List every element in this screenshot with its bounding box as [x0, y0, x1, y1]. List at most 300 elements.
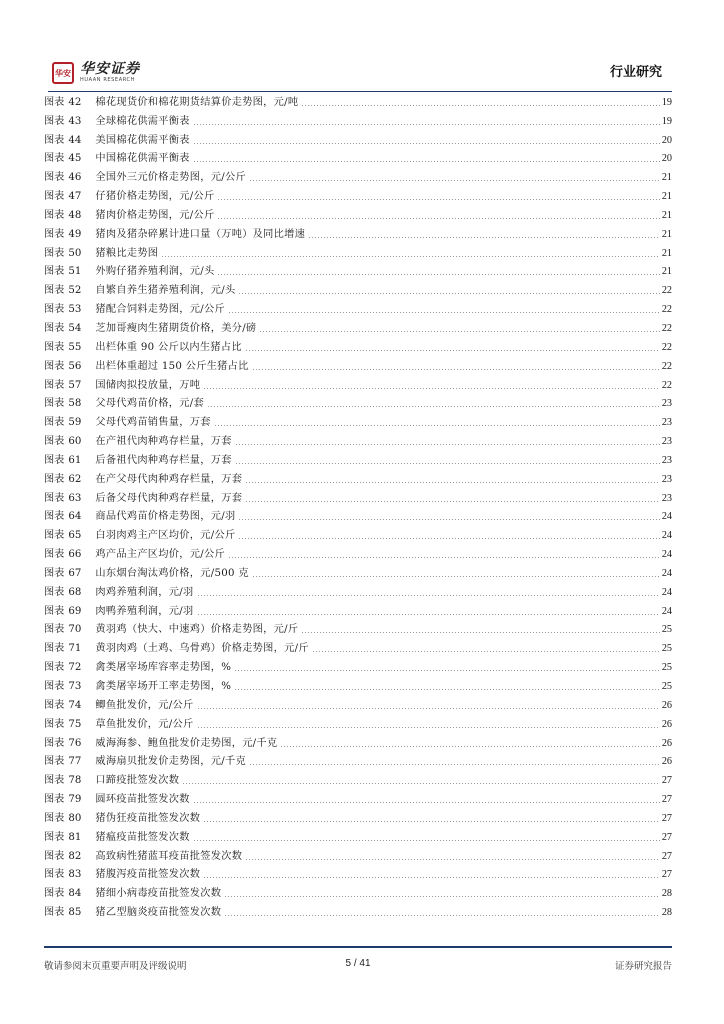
toc-entry-page: 22 [661, 341, 672, 353]
toc-entry-prefix: 图表 [44, 398, 65, 410]
toc-entry-prefix: 图表 [44, 888, 65, 900]
toc-leader-dots [217, 274, 659, 275]
toc-leader-dots [245, 501, 660, 502]
toc-entry-label [44, 605, 90, 618]
toc-entry-number: 80 [68, 812, 82, 824]
toc-entry-label [44, 397, 90, 410]
toc-entry-number: 43 [68, 115, 82, 127]
toc-entry-label [44, 699, 90, 712]
toc-entry-page: 20 [661, 134, 672, 146]
toc-entry[interactable] [44, 354, 672, 373]
toc-entry-label [44, 152, 90, 165]
toc-entry-title: 肉鸭养殖利润，元/羽 [95, 605, 194, 617]
toc-entry-prefix: 图表 [44, 624, 65, 636]
toc-entry[interactable] [44, 863, 672, 882]
toc-entry-title: 白羽肉鸡主产区均价，元/公斤 [95, 530, 236, 542]
toc-entry-number: 75 [68, 718, 82, 730]
toc-leader-dots [245, 482, 660, 483]
toc-entry-label [44, 906, 90, 919]
toc-entry-label [44, 284, 90, 297]
toc-entry-number: 53 [68, 304, 82, 316]
toc-entry-title: 口蹄疫批签发次数 [95, 775, 180, 787]
toc-leader-dots [228, 312, 660, 313]
toc-entry-title: 肉鸡养殖利润，元/羽 [95, 586, 194, 598]
toc-entry-title: 禽类屠宰场库容率走势图，% [95, 662, 232, 674]
toc-entry-prefix: 图表 [44, 209, 65, 221]
toc-entry[interactable] [44, 429, 672, 448]
toc-entry-title: 威海扇贝批发价走势图，元/千克 [95, 756, 246, 768]
toc-entry-number: 59 [68, 417, 82, 429]
brand-name-cn: 华安证券 [80, 61, 140, 77]
toc-entry-page: 23 [661, 492, 672, 504]
toc-entry-page: 27 [661, 812, 672, 824]
toc-leader-dots [238, 538, 659, 539]
toc-entry-number: 47 [68, 191, 82, 203]
toc-entry-prefix: 图表 [44, 304, 65, 316]
toc-entry-title: 外购仔猪养殖利润，元/头 [95, 266, 215, 278]
toc-entry-label [44, 812, 90, 825]
toc-entry-title: 猪细小病毒疫苗批签发次数 [95, 888, 222, 900]
toc-leader-dots [249, 764, 660, 765]
toc-entry-page: 19 [661, 115, 672, 127]
toc-entry[interactable] [44, 147, 672, 166]
toc-entry-number: 58 [68, 398, 82, 410]
toc-entry-title: 中国棉花供需平衡表 [95, 153, 190, 165]
toc-entry-number: 79 [68, 794, 82, 806]
toc-entry-number: 77 [68, 756, 82, 768]
toc-entry-page: 25 [661, 681, 672, 692]
toc-entry-title: 父母代鸡苗价格，元/套 [95, 398, 204, 410]
toc-entry-number: 67 [68, 567, 82, 579]
toc-entry[interactable] [44, 335, 672, 354]
toc-entry-label [44, 379, 90, 392]
toc-entry-label [44, 134, 90, 147]
toc-entry[interactable] [44, 90, 672, 109]
toc-entry-prefix: 图表 [44, 643, 65, 655]
toc-entry-page: 26 [661, 737, 672, 749]
toc-leader-dots [217, 199, 659, 200]
toc-entry-number: 81 [68, 831, 82, 843]
toc-entry-title: 鸡产品主产区均价，元/公斤 [95, 549, 225, 561]
toc-entry-page: 26 [661, 699, 672, 711]
toc-leader-dots [252, 576, 660, 577]
toc-entry-page: 22 [661, 285, 672, 297]
toc-leader-dots [193, 161, 660, 162]
toc-entry-number: 64 [68, 511, 82, 523]
toc-entry-prefix: 图表 [44, 492, 65, 504]
toc-entry-prefix: 图表 [44, 812, 65, 824]
toc-entry[interactable] [44, 203, 672, 222]
toc-entry-number: 45 [68, 153, 82, 165]
toc-entry-prefix: 图表 [44, 191, 65, 203]
toc-entry[interactable] [44, 467, 672, 486]
toc-entry-prefix: 图表 [44, 775, 65, 787]
toc-entry-label [44, 793, 90, 806]
toc-entry-page: 22 [661, 304, 672, 316]
logo-seal: 华安 [52, 62, 74, 84]
toc-entry[interactable] [44, 448, 672, 467]
toc-entry[interactable] [44, 410, 672, 429]
toc-entry-page: 26 [661, 718, 672, 730]
toc-entry-prefix: 图表 [44, 172, 65, 184]
toc-entry-page: 21 [661, 209, 672, 221]
toc-entry[interactable] [44, 561, 672, 580]
toc-entry-number: 56 [68, 360, 82, 372]
toc-entry-number: 54 [68, 322, 82, 334]
toc-entry-label [44, 190, 90, 203]
toc-entry-title: 商品代鸡苗价格走势图，元/羽 [95, 511, 236, 523]
footer-divider [44, 946, 672, 948]
toc-entry-number: 74 [68, 699, 82, 711]
toc-entry-title: 后备父母代肉种鸡存栏量，万套 [95, 492, 243, 504]
toc-entry-prefix: 图表 [44, 379, 65, 391]
toc-entry-title: 威海海参、鲍鱼批发价走势图，元/千克 [95, 737, 278, 749]
toc-entry[interactable] [44, 618, 672, 637]
toc-entry-page: 21 [661, 247, 672, 259]
toc-entry-title: 仔猪价格走势图，元/公斤 [95, 191, 215, 203]
toc-entry-label [44, 492, 90, 505]
toc-leader-dots [280, 746, 659, 747]
toc-leader-dots [197, 708, 660, 709]
toc-entry-page: 28 [661, 907, 672, 919]
toc-leader-dots [203, 877, 660, 878]
toc-entry-page: 21 [661, 266, 672, 278]
toc-leader-dots [312, 651, 660, 652]
toc-entry-number: 55 [68, 341, 82, 353]
toc-entry-prefix: 图表 [44, 228, 65, 240]
toc-entry-label [44, 642, 90, 655]
toc-entry-number: 62 [68, 473, 82, 485]
toc-entry-number: 52 [68, 285, 82, 297]
toc-entry-page: 24 [661, 530, 672, 542]
toc-entry-label [44, 567, 90, 580]
toc-leader-dots [203, 388, 660, 389]
toc-entry-title: 猪配合饲料走势图，元/公斤 [95, 304, 225, 316]
toc-entry-page: 26 [661, 756, 672, 768]
toc-entry-label [44, 529, 90, 542]
toc-entry[interactable] [44, 542, 672, 561]
toc-entry-title: 国储肉拟投放量，万吨 [95, 379, 201, 391]
toc-entry[interactable] [44, 712, 672, 731]
toc-entry[interactable] [44, 768, 672, 787]
toc-entry-title: 出栏体重 90 公斤以内生猪占比 [95, 341, 242, 353]
toc-entry-label [44, 623, 90, 636]
toc-entry-label [44, 510, 90, 523]
toc-entry-label [44, 228, 90, 241]
toc-entry-prefix: 图表 [44, 247, 65, 259]
toc-entry-prefix: 图表 [44, 115, 65, 127]
toc-entry-label [44, 209, 90, 222]
toc-entry-page: 22 [661, 379, 672, 391]
toc-entry-label [44, 247, 90, 260]
toc-entry-prefix: 图表 [44, 436, 65, 448]
toc-entry[interactable] [44, 674, 672, 693]
toc-entry-page: 23 [661, 436, 672, 448]
toc-entry-number: 72 [68, 662, 82, 674]
toc-entry-prefix: 图表 [44, 417, 65, 429]
toc-leader-dots [228, 557, 660, 558]
toc-entry-page: 25 [661, 662, 672, 674]
toc-entry[interactable] [44, 523, 672, 542]
toc-entry-prefix: 图表 [44, 341, 65, 353]
toc-leader-dots [245, 859, 660, 860]
toc-entry-page: 25 [661, 643, 672, 655]
toc-entry-label [44, 661, 90, 674]
toc-entry[interactable] [44, 655, 672, 674]
toc-entry-label [44, 887, 90, 900]
toc-leader-dots [235, 463, 660, 464]
toc-leader-dots [197, 614, 660, 615]
toc-entry-label [44, 548, 90, 561]
toc-leader-dots [203, 821, 660, 822]
toc-entry-label [44, 718, 90, 731]
toc-entry[interactable] [44, 580, 672, 599]
toc-entry-page: 27 [661, 794, 672, 806]
toc-entry-label [44, 96, 90, 109]
section-title: 行业研究 [609, 65, 662, 80]
toc-entry-prefix: 图表 [44, 473, 65, 485]
toc-leader-dots [245, 350, 660, 351]
toc-entry-page: 24 [661, 511, 672, 523]
logo-brand [80, 62, 140, 84]
toc-entry-label [44, 341, 90, 354]
toc-entry-label [44, 737, 90, 750]
toc-entry-prefix: 图表 [44, 96, 65, 108]
toc-entry-label [44, 586, 90, 599]
toc-leader-dots [234, 689, 660, 690]
toc-entry-title: 猪肉及猪杂碎累计进口量（万吨）及同比增速 [95, 228, 306, 240]
toc-entry-title: 在产父母代肉种鸡存栏量，万套 [95, 473, 243, 485]
toc-entry[interactable] [44, 881, 672, 900]
toc-entry-label [44, 831, 90, 844]
toc-entry-label [44, 115, 90, 128]
toc-entry-prefix: 图表 [44, 134, 65, 146]
toc-entry-title: 猪伪狂疫苗批签发次数 [95, 812, 201, 824]
toc-entry-number: 76 [68, 737, 82, 749]
toc-entry-page: 24 [661, 567, 672, 579]
toc-entry-title: 出栏体重超过 150 公斤生猪占比 [95, 360, 249, 372]
toc-entry-title: 自繁自养生猪养殖利润，元/头 [95, 285, 236, 297]
toc-entry-label [44, 303, 90, 316]
toc-entry[interactable] [44, 128, 672, 147]
toc-entry-number: 48 [68, 209, 82, 221]
toc-entry-page: 21 [661, 191, 672, 203]
toc-entry-prefix: 图表 [44, 831, 65, 843]
toc-entry[interactable] [44, 165, 672, 184]
toc-leader-dots [197, 727, 660, 728]
toc-entry-page: 27 [661, 850, 672, 862]
toc-entry-title: 高致病性猪蓝耳疫苗批签发次数 [95, 850, 243, 862]
toc-entry-title: 全球棉花供需平衡表 [95, 115, 190, 127]
toc-entry-title: 后备祖代肉种鸡存栏量，万套 [95, 454, 232, 466]
toc-entry-title: 猪粮比走势图 [95, 247, 159, 259]
toc-entry-prefix: 图表 [44, 681, 65, 692]
toc-entry-prefix: 图表 [44, 907, 65, 919]
toc-entry-page: 21 [661, 228, 672, 240]
toc-entry-number: 63 [68, 492, 82, 504]
toc-entry[interactable] [44, 731, 672, 750]
toc-entry-label [44, 850, 90, 863]
toc-entry-title: 芝加哥瘦肉生猪期货价格，美分/磅 [95, 322, 257, 334]
toc-entry-label [44, 435, 90, 448]
toc-entry-prefix: 图表 [44, 662, 65, 674]
toc-leader-dots [301, 632, 659, 633]
toc-entry-number: 65 [68, 530, 82, 542]
toc-entry-number: 50 [68, 247, 82, 259]
report-type: 证券研究报告 [614, 961, 672, 972]
toc-entry-title: 美国棉花供需平衡表 [95, 134, 190, 146]
toc-leader-dots [214, 425, 660, 426]
toc-leader-dots [235, 444, 660, 445]
toc-entry-prefix: 图表 [44, 586, 65, 598]
figure-list [44, 90, 672, 919]
toc-entry[interactable] [44, 844, 672, 863]
toc-entry-page: 28 [661, 888, 672, 900]
toc-entry-page: 22 [661, 360, 672, 372]
toc-entry-prefix: 图表 [44, 850, 65, 862]
toc-entry-prefix: 图表 [44, 285, 65, 297]
toc-entry-title: 在产祖代肉种鸡存栏量，万套 [95, 436, 232, 448]
toc-entry-prefix: 图表 [44, 737, 65, 749]
toc-entry[interactable] [44, 486, 672, 505]
toc-entry-number: 78 [68, 775, 82, 787]
toc-leader-dots [207, 406, 660, 407]
toc-entry-label [44, 171, 90, 184]
toc-entry-label [44, 454, 90, 467]
toc-entry-prefix: 图表 [44, 699, 65, 711]
toc-entry-number: 57 [68, 379, 82, 391]
toc-entry-label [44, 680, 90, 693]
toc-entry-page: 27 [661, 869, 672, 881]
toc-leader-dots [193, 840, 660, 841]
toc-leader-dots [234, 670, 660, 671]
toc-entry-page: 21 [661, 172, 672, 184]
toc-entry-number: 82 [68, 850, 82, 862]
toc-entry[interactable] [44, 505, 672, 524]
toc-entry-title: 圆环疫苗批签发次数 [95, 794, 190, 806]
toc-entry[interactable] [44, 693, 672, 712]
toc-leader-dots [308, 237, 660, 238]
toc-entry-title: 鲫鱼批发价，元/公斤 [95, 699, 194, 711]
toc-entry-number: 73 [68, 681, 82, 692]
toc-leader-dots [217, 218, 659, 219]
page-header [48, 58, 672, 92]
toc-leader-dots [238, 519, 659, 520]
toc-entry-title: 棉花现货价和棉花期货结算价走势图，元/吨 [95, 96, 299, 108]
toc-entry-page: 19 [661, 96, 672, 108]
toc-leader-dots [249, 180, 660, 181]
toc-entry-title: 禽类屠宰场开工率走势图，% [95, 681, 232, 692]
toc-entry[interactable] [44, 900, 672, 919]
toc-entry-page: 24 [661, 586, 672, 598]
toc-entry-number: 71 [68, 643, 82, 655]
toc-entry[interactable] [44, 392, 672, 411]
toc-entry-prefix: 图表 [44, 266, 65, 278]
toc-leader-dots [193, 124, 660, 125]
toc-leader-dots [161, 256, 660, 257]
toc-entry-prefix: 图表 [44, 360, 65, 372]
toc-leader-dots [238, 293, 659, 294]
toc-entry[interactable] [44, 825, 672, 844]
toc-entry[interactable] [44, 241, 672, 260]
toc-leader-dots [193, 802, 660, 803]
toc-entry-number: 68 [68, 586, 82, 598]
toc-entry-title: 猪乙型脑炎疫苗批签发次数 [95, 907, 222, 919]
toc-leader-dots [252, 369, 660, 370]
toc-entry-number: 44 [68, 134, 82, 146]
toc-entry-page: 23 [661, 473, 672, 485]
toc-entry-title: 黄羽鸡（快大、中速鸡）价格走势图，元/斤 [95, 624, 299, 636]
toc-entry-prefix: 图表 [44, 869, 65, 881]
toc-entry-page: 23 [661, 398, 672, 410]
toc-entry-label [44, 473, 90, 486]
footer-disclaimer: 敬请参阅末页重要声明及评级说明 [44, 961, 187, 972]
toc-entry-title: 猪瘟疫苗批签发次数 [95, 831, 190, 843]
toc-entry[interactable] [44, 599, 672, 618]
toc-entry-page: 27 [661, 831, 672, 843]
toc-entry[interactable] [44, 636, 672, 655]
toc-entry-label [44, 774, 90, 787]
toc-entry-title: 草鱼批发价，元/公斤 [95, 718, 194, 730]
toc-entry[interactable] [44, 222, 672, 241]
toc-entry[interactable] [44, 750, 672, 769]
toc-leader-dots [224, 915, 660, 916]
toc-entry-title: 猪肉价格走势图，元/公斤 [95, 209, 215, 221]
toc-entry-prefix: 图表 [44, 567, 65, 579]
toc-entry-number: 42 [68, 96, 82, 108]
toc-leader-dots [193, 143, 660, 144]
toc-entry-prefix: 图表 [44, 454, 65, 466]
toc-entry-page: 24 [661, 549, 672, 561]
toc-entry-prefix: 图表 [44, 756, 65, 768]
toc-entry-page: 23 [661, 417, 672, 429]
toc-entry[interactable] [44, 806, 672, 825]
toc-entry-label [44, 868, 90, 881]
toc-entry-number: 46 [68, 172, 82, 184]
toc-entry[interactable] [44, 787, 672, 806]
toc-entry[interactable] [44, 109, 672, 128]
toc-entry-number: 61 [68, 454, 82, 466]
toc-entry-page: 23 [661, 454, 672, 466]
toc-entry[interactable] [44, 297, 672, 316]
company-logo [52, 62, 140, 84]
toc-entry-number: 84 [68, 888, 82, 900]
toc-entry-label [44, 755, 90, 768]
brand-name-en: HUAAN RESEARCH [80, 77, 135, 83]
toc-entry-number: 70 [68, 624, 82, 636]
toc-entry-label [44, 322, 90, 335]
toc-leader-dots [182, 783, 660, 784]
toc-leader-dots [259, 331, 659, 332]
toc-entry-number: 49 [68, 228, 82, 240]
toc-entry-number: 60 [68, 436, 82, 448]
toc-entry[interactable] [44, 260, 672, 279]
toc-entry-prefix: 图表 [44, 153, 65, 165]
toc-leader-dots [224, 896, 660, 897]
toc-entry-title: 猪腹泻疫苗批签发次数 [95, 869, 201, 881]
toc-entry-prefix: 图表 [44, 511, 65, 523]
toc-entry-page: 22 [661, 322, 672, 334]
toc-entry[interactable] [44, 316, 672, 335]
toc-entry[interactable] [44, 278, 672, 297]
toc-leader-dots [197, 595, 660, 596]
toc-entry-label [44, 416, 90, 429]
toc-entry[interactable] [44, 184, 672, 203]
page-footer [44, 946, 672, 976]
toc-entry-page: 25 [661, 624, 672, 636]
toc-entry-number: 66 [68, 549, 82, 561]
toc-entry[interactable] [44, 373, 672, 392]
